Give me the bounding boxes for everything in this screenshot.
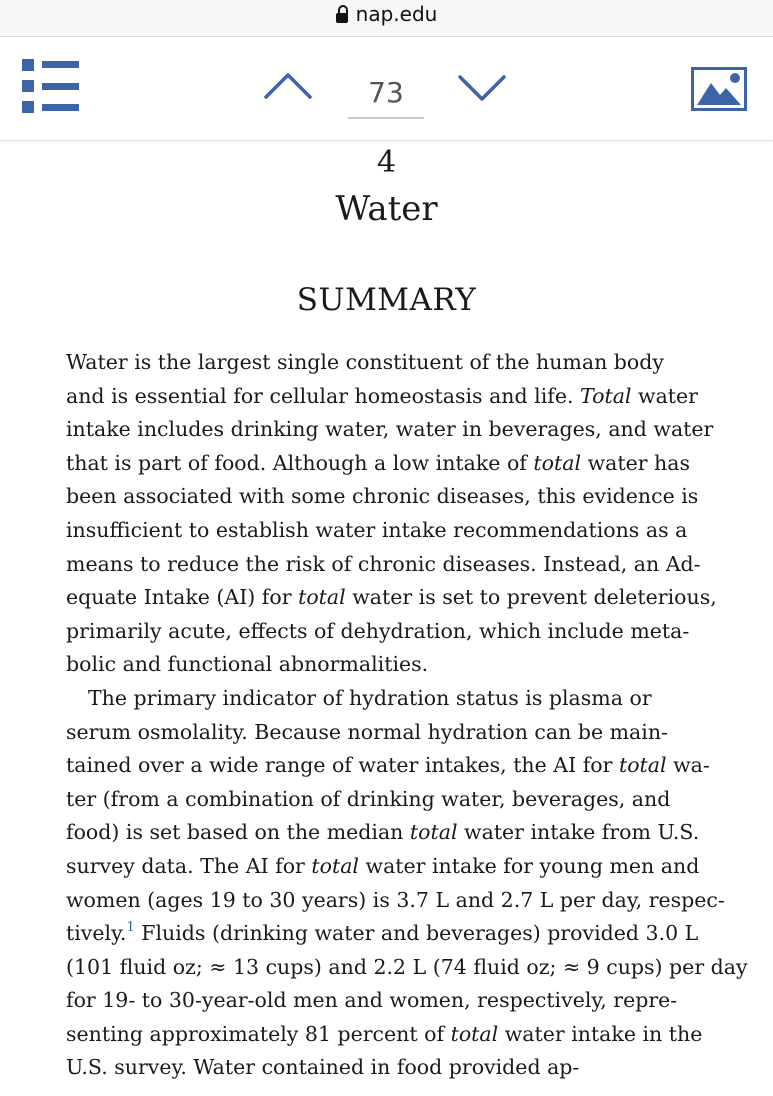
text-line: been associated with some chronic diseases, this evidence is xyxy=(66,484,699,509)
text-line: women (ages 19 to 30 years) is 3.7 L and 2.7 L per day, respec- xyxy=(66,887,725,912)
text-line: senting approximately 81 percent of total water intake in the xyxy=(66,1021,703,1046)
text-line: for 19- to 30-year-old men and women, respectively, repre- xyxy=(66,988,678,1013)
next-page-button[interactable] xyxy=(456,67,508,107)
page-image-button[interactable] xyxy=(691,67,747,111)
url-display[interactable] xyxy=(0,2,773,26)
lock-icon xyxy=(336,8,348,22)
text-line: insufficient to establish water intake recommendations as a xyxy=(66,517,688,542)
text-line: food) is set based on the median total water intake from U.S. xyxy=(66,820,700,845)
text-line: tively.$^1$ Fluids (drinking water and beverages) provided 3.0 L xyxy=(66,920,699,946)
previous-page-button[interactable] xyxy=(262,67,314,107)
text-line: Water is the largest single constituent of the human body xyxy=(66,350,664,374)
text-line: means to reduce the risk of chronic diseases. Instead, an Ad- xyxy=(66,551,701,576)
text-line: serum osmolality. Because normal hydration can be main- xyxy=(66,719,668,744)
text-line: The primary indicator of hydration status is plasma or xyxy=(88,685,652,710)
chevron-up-icon xyxy=(262,67,314,107)
text-line: that is part of food. Although a low intake of total water has xyxy=(66,450,690,475)
summary-text xyxy=(66,346,748,1085)
text-line: survey data. The AI for total water intake for young men and xyxy=(66,853,700,878)
chevron-down-icon xyxy=(456,67,508,107)
text-line: tained over a wide range of water intakes, the AI for total wa- xyxy=(66,753,710,778)
chapter-number: 4 xyxy=(376,145,397,180)
text-line: (101 fluid oz; ≈ 13 cups) and 2.2 L (74 fluid oz; ≈ 9 cups) per day xyxy=(66,954,748,979)
text-line: equate Intake (AI) for total water is set to prevent deleterious, xyxy=(66,585,717,610)
chapter-title: Water xyxy=(335,189,438,229)
text-line: ter (from a combination of drinking water, beverages, and xyxy=(66,786,671,811)
section-heading: SUMMARY xyxy=(296,282,477,318)
footnote-link[interactable]: 1 xyxy=(126,920,135,936)
image-icon xyxy=(691,67,747,111)
text-line: bolic and functional abnormalities. xyxy=(66,652,429,677)
address-bar[interactable] xyxy=(0,0,773,37)
text-line: intake includes drinking water, water in beverages, and water xyxy=(66,417,714,442)
text-line: U.S. survey. Water contained in food provided ap- xyxy=(66,1055,580,1080)
text-line: primarily acute, effects of dehydration, which include meta- xyxy=(66,618,690,643)
reader-toolbar xyxy=(0,37,773,141)
url-text[interactable]: nap.edu xyxy=(355,2,438,26)
text-line: and is essential for cellular homeostasis and life. Total water xyxy=(66,383,698,408)
page-number-input[interactable] xyxy=(348,67,424,119)
table-of-contents-button[interactable] xyxy=(22,59,80,115)
